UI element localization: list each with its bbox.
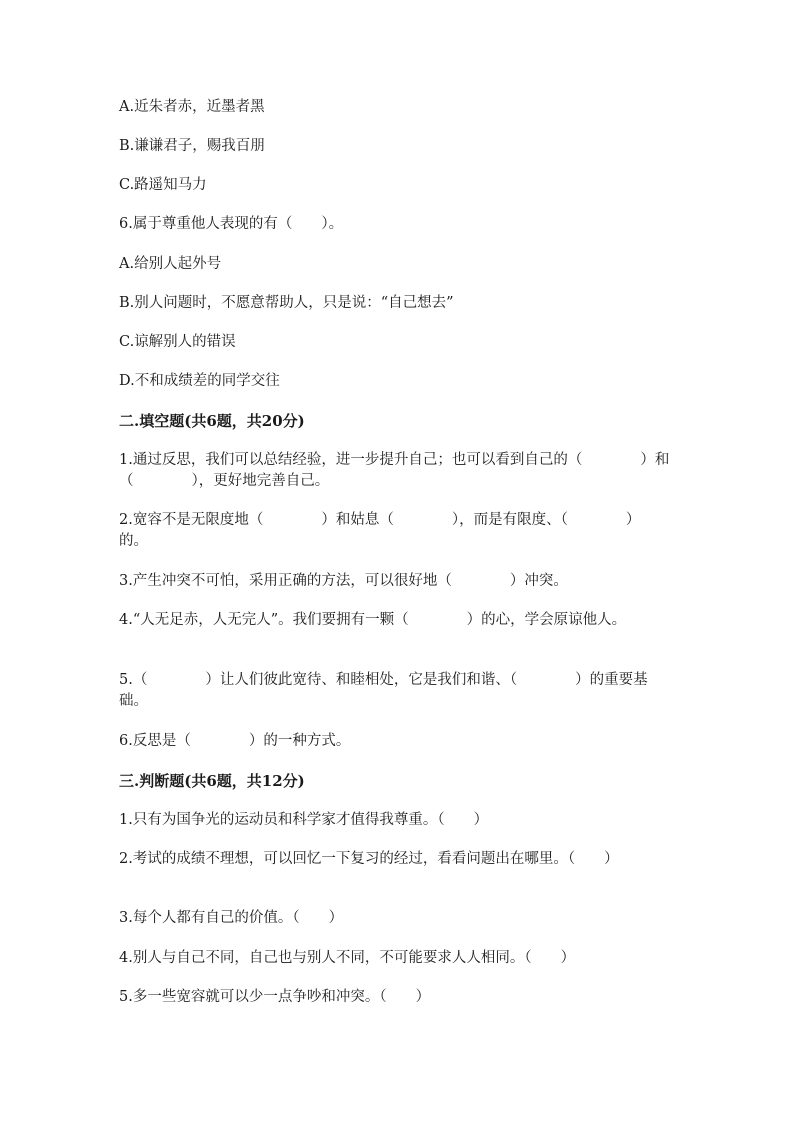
true-false-item-1: 1.只有为国争光的运动员和科学家才值得我尊重。（ ） (119, 812, 489, 828)
question-6-stem: 6.属于尊重他人表现的有（ ）。 (119, 216, 344, 232)
fill-blank-item-3: 3.产生冲突不可怕，采用正确的方法，可以很好地（ ）冲突。 (119, 573, 568, 589)
fill-blank-item-5: 5.（ ）让人们彼此宽待、和睦相处，它是我们和谐、（ ）的重要基础。 (119, 672, 648, 709)
fill-blank-item-4: 4.“人无足赤，人无完人”。我们要拥有一颗（ ）的心，学会原谅他人。 (119, 612, 627, 628)
fill-blank-item-6: 6.反思是（ ）的一种方式。 (119, 733, 351, 749)
option-c: C.路遥知马力 (119, 177, 207, 193)
true-false-item-2: 2.考试的成绩不理想，可以回忆一下复习的经过，看看问题出在哪里。（ ） (119, 851, 619, 867)
section-2-heading: 二.填空题(共6题，共20分) (119, 412, 305, 430)
question-6-option-c: C.谅解别人的错误 (119, 334, 236, 350)
question-6-option-b: B.别人问题时，不愿意帮助人，只是说：“自己想去” (119, 295, 454, 311)
option-b: B.谦谦君子，赐我百朋 (119, 138, 265, 154)
question-6-option-d: D.不和成绩差的同学交往 (119, 373, 280, 389)
true-false-item-4: 4.别人与自己不同，自己也与别人不同，不可能要求人人相同。（ ） (119, 950, 576, 966)
section-3-heading: 三.判断题(共6题，共12分) (119, 772, 305, 790)
fill-blank-item-2: 2.宽容不是无限度地（ ）和姑息（ ），而是有限度、（ ）的。 (119, 512, 641, 549)
option-a: A.近朱者赤，近墨者黑 (119, 99, 265, 115)
true-false-item-5: 5.多一些宽容就可以少一点争吵和冲突。（ ） (119, 989, 431, 1005)
true-false-item-3: 3.每个人都有自己的价值。（ ） (119, 910, 344, 926)
fill-blank-item-1: 1.通过反思，我们可以总结经验，进一步提升自己；也可以看到自己的（ ）和（ ），更好地完善自己。 (119, 452, 670, 489)
question-6-option-a: A.给别人起外号 (119, 256, 222, 272)
